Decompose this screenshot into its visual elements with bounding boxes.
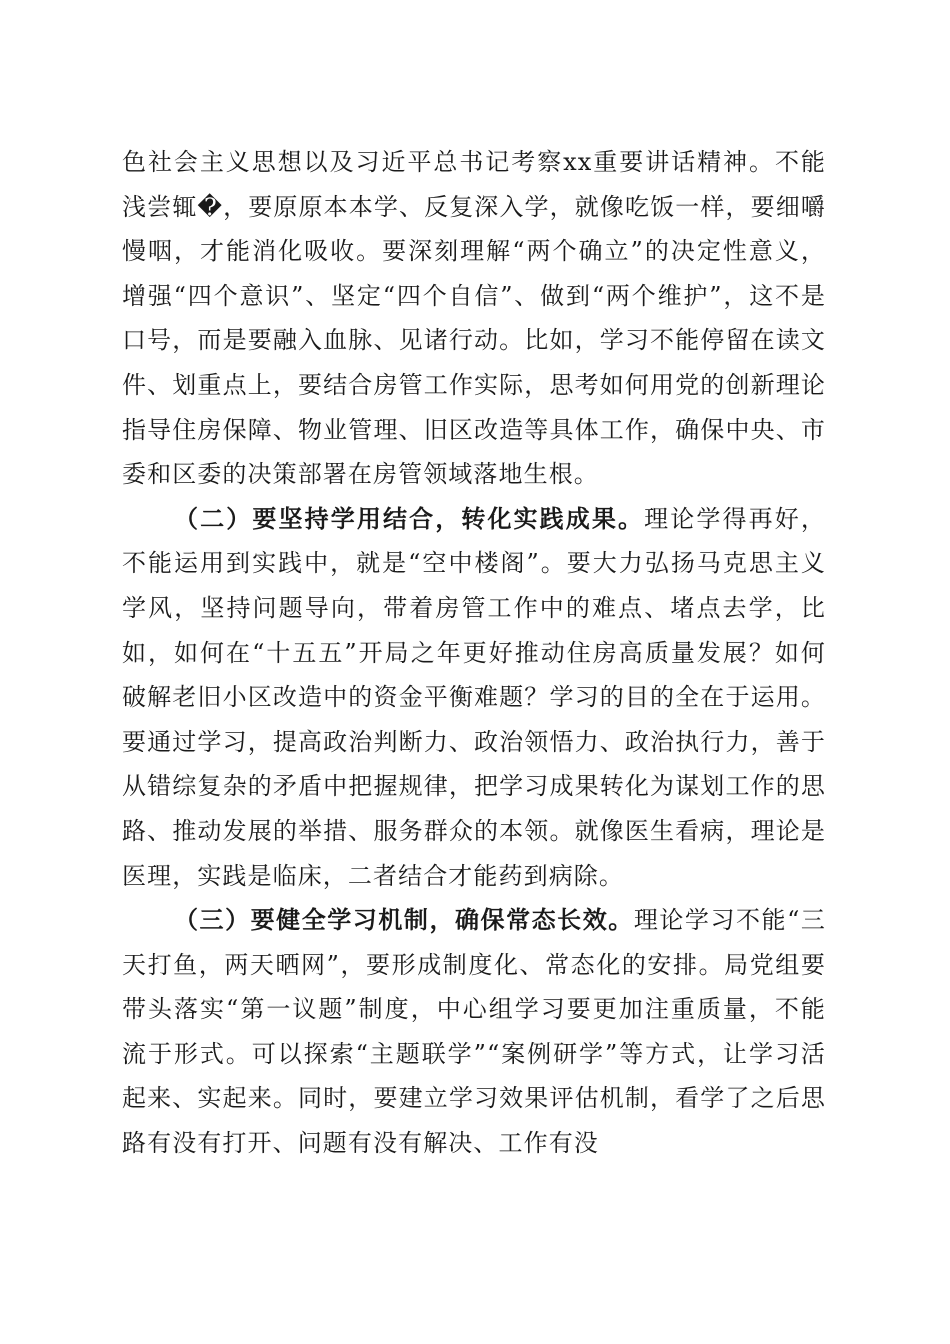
section-2-heading: （二）要坚持学用结合，转化实践成果。 [174,503,645,533]
paragraph-continuation [122,140,826,497]
paragraph-section-2 [122,497,826,898]
section-3-heading: （三）要健全学习机制，确保常态长效。 [174,905,634,935]
paragraph-section-3 [122,898,826,1166]
paragraph-3-text: 理论学习不能“三天打鱼，两天晒网”，要形成制度化、常态化的安排。局党组要带头落实“第一议题”制度，中心组学习要更加注重质量，不能流于形式。可以探索“主题联学”“案例研学”等方式，让学习活起来、实起来。同时，要建立学习效果评估机制，看学了之后思路有没有打开、问题有没有解决、工作有没 [122,906,826,1158]
paragraph-2-text: 理论学得再好，不能运用到实践中，就是“空中楼阁”。要大力弘扬马克思主义学风，坚持问题导向，带着房管工作中的难点、堵点去学，比如，如何在“十五五”开局之年更好推动住房高质量发展？如何破解老旧小区改造中的资金平衡难题？学习的目的全在于运用。要通过学习，提高政治判断力、政治领悟力、政治执行力，善于从错综复杂的矛盾中把握规律，把学习成果转化为谋划工作的思路、推动发展的举措、服务群众的本领。就像医生看病，理论是医理，实践是临床，二者结合才能药到病除。 [122,504,826,890]
paragraph-1-text: 色社会主义思想以及习近平总书记考察xx重要讲话精神。不能浅尝辄�，要原原本本学、反复深入学，就像吃饭一样，要细嚼慢咽，才能消化吸收。要深刻理解“两个确立”的决定性意义，增强“四个意识”、坚定“四个自信”、做到“两个维护”，这不是口号，而是要融入血脉、见诸行动。比如，学习不能停留在读文件、划重点上，要结合房管工作实际，思考如何用党的创新理论指导住房保障、物业管理、旧区改造等具体工作，确保中央、市委和区委的决策部署在房管领域落地生根。 [122,148,826,489]
document-body [122,140,826,1166]
